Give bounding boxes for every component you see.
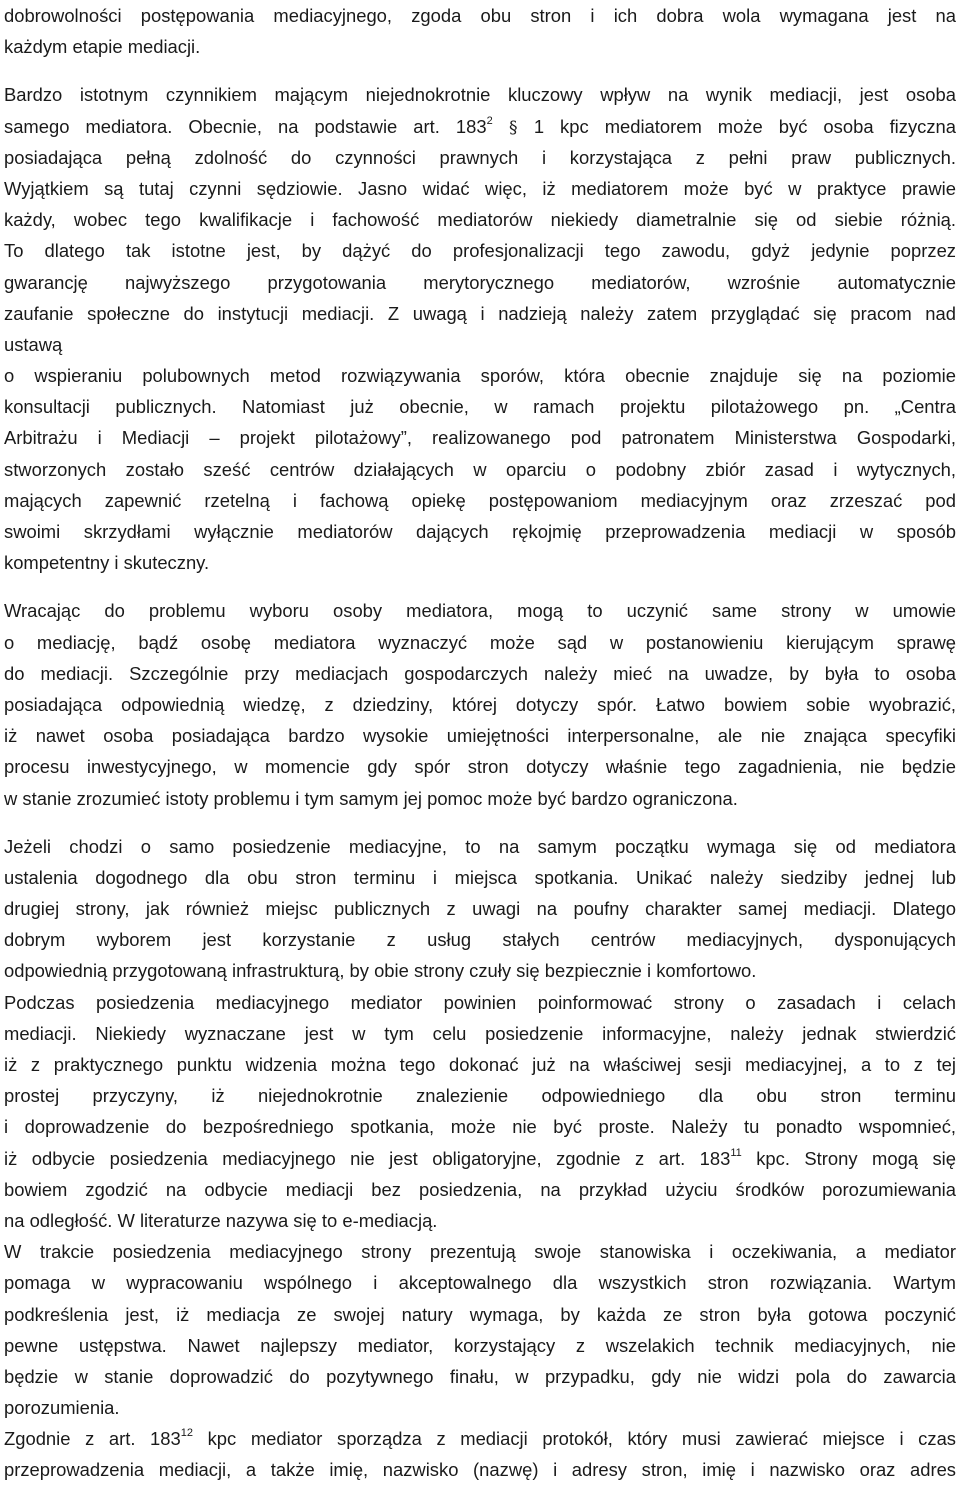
superscript-number: 11 (730, 1146, 742, 1159)
text-line: iż nawet osoba posiadająca bardzo wysokie umiejętności interpersonalne, ale nie znająca specyfiki (4, 725, 956, 747)
text-line (4, 1143, 956, 1174)
text-line: dobrym wyborem jest korzystanie z usług stałych centrów mediacyjnych, dysponujących (4, 929, 956, 951)
text-line (4, 1423, 956, 1454)
text-line: do mediacji. Szczególnie przy mediacjach gospodarczych należy mieć na uwadze, by była to osoba (4, 662, 956, 684)
text-line: posiadająca odpowiednią wiedzę, z dziedziny, której dotyczy spór. Łatwo bowiem sobie wyobrazić, (4, 693, 956, 715)
text-line: każdy, wobec tego kwalifikacje i fachowość mediatorów niekiedy diametralnie się od siebie różnią. (4, 209, 956, 231)
text-line: bowiem zgodzić na odbycie mediacji bez posiedzenia, na przykład użyciu środków porozumiewania (4, 1178, 956, 1200)
text-segment: Zgodnie z art. 183 (4, 1428, 181, 1450)
text-line: porozumienia. (4, 1397, 120, 1419)
text-line: prostej przyczyny, iż niejednokrotnie znalezienie odpowiedniego dla obu stron terminu (4, 1085, 956, 1107)
text-line: podkreślenia jest, iż mediacja ze swojej natury wymaga, by każda ze stron była gotowa poczynić (4, 1303, 956, 1325)
text-line: zaufanie społeczne do instytucji mediacji. Z uwagą i nadzieją należy zatem przyglądać się pracom nad (4, 302, 956, 324)
text-line: iż z praktycznego punktu widzenia można tego dokonać już na właściwej sesji mediacyjnej, a to z tej (4, 1054, 956, 1075)
text-line: drugiej strony, jak również miejsc publicznych z uwagi na poufny charakter samej mediacji. Dlatego (4, 898, 956, 920)
text-line: Wyjątkiem są tutaj czynni sędziowie. Jasno widać więc, iż mediatorem może być w praktyce prawie (4, 177, 956, 199)
text-line: o mediację, bądź osobę mediatora wyznaczyć może sąd w postanowieniu kierującym sprawę (4, 631, 956, 653)
text-segment: samego mediatora. Obecnie, na podstawie art. 183 (4, 115, 487, 137)
text-line: ustalenia dogodnego dla obu stron terminu i miejsca spotkania. Unikać należy siedziby jednej lub (4, 866, 956, 888)
text-line: stworzonych zostało sześć centrów działających w oparciu o podobny zbiór zasad i wytycznych, (4, 458, 956, 480)
text-segment: kpc mediator sporządza z mediacji protokół, który musi zawierać miejsce i czas (193, 1428, 956, 1450)
text-line: pomaga w wypracowaniu wspólnego i akceptowalnego dla wszystkich stron rozwiązania. Wartym (4, 1272, 956, 1294)
text-line: pewne ustępstwa. Nawet najlepszy mediator, korzystający z wszelakich technik mediacyjnych, nie (4, 1334, 956, 1356)
text-line: To dlatego tak istotne jest, by dążyć do profesjonalizacji tego zawodu, gdyż jedynie poprzez (4, 240, 956, 262)
text-line: Arbitrażu i Mediacji – projekt pilotażowy”, realizowanego pod patronatem Ministerstwa Gospodarki, (4, 427, 956, 449)
text-segment: iż odbycie posiedzenia mediacyjnego nie jest obligatoryjne, zgodnie z art. 183 (4, 1147, 731, 1169)
text-line: o wspieraniu polubownych metod rozwiązywania sporów, która obecnie znajduje się na poziomie (4, 365, 956, 387)
text-segment: 1 kpc mediatorem może być osoba fizyczna (533, 115, 956, 137)
text-line: gwarancję najwyższego przygotowania merytorycznego mediatorów, wzrośnie automatycznie (4, 271, 956, 293)
text-line: odpowiednią przygotowaną infrastrukturą, by obie strony czuły się bezpiecznie i komfortowo. (4, 960, 757, 982)
text-line: w stanie zrozumieć istoty problemu i tym samym jej pomoc może być bardzo ograniczona. (4, 787, 738, 809)
text-line: swoimi skrzydłami wyłącznie mediatorów dających rękojmię przeprowadzenia mediacji w sposób (4, 521, 956, 542)
text-line: będzie w stanie doprowadzić do pozytywnego finału, w przypadku, gdy nie widzi pola do zawarcia (4, 1365, 956, 1387)
text-line: konsultacji publicznych. Natomiast już obecnie, w ramach projektu pilotażowego pn. „Centra (4, 396, 956, 418)
document-page (4, 0, 956, 1486)
text-line: i doprowadzenie do bezpośredniego spotkania, może nie być proste. Należy tu ponadto wspomnieć, (4, 1116, 956, 1138)
text-line: dobrowolności postępowania mediacyjnego, zgoda obu stron i ich dobra wola wymagana jest na (4, 5, 956, 26)
text-line: mediacji. Niekiedy wyznaczane jest w tym celu posiedzenie informacyjne, należy jednak stwierdzić (4, 1022, 956, 1044)
text-line: W trakcie posiedzenia mediacyjnego strony prezentują swoje stanowiska i oczekiwania, a mediator (4, 1241, 956, 1263)
text-line: mających zapewnić rzetelną i fachową opiekę postępowaniom mediacyjnym oraz zrzeszać pod (4, 489, 956, 511)
text-line: na odległość. W literaturze nazywa się to e-mediacją. (4, 1209, 438, 1231)
text-line: Podczas posiedzenia mediacyjnego mediator powinien poinformować strony o zasadach i celach (4, 991, 956, 1013)
text-line: każdym etapie mediacji. (4, 36, 201, 58)
superscript-number: 12 (180, 1427, 193, 1440)
text-line: posiadająca pełną zdolność do czynności prawnych i korzystająca z pełni praw publicznych. (4, 146, 956, 168)
text-line: Wracając do problemu wyboru osoby mediatora, mogą to uczynić same strony w umowie (4, 600, 956, 622)
text-line: procesu inwestycyjnego, w momencie gdy spór stron dotyczy właśnie tego zagadnienia, nie będzie (4, 756, 956, 778)
text-line: przeprowadzenia mediacji, a także imię, nazwisko (nazwę) i adresy stron, imię i nazwisko oraz adres (4, 1459, 956, 1481)
text-line: Bardzo istotnym czynnikiem mającym niejednokrotnie kluczowy wpływ na wynik mediacji, jest osoba (4, 84, 956, 106)
text-line: kompetentny i skuteczny. (4, 552, 210, 574)
text-line: Jeżeli chodzi o samo posiedzenie mediacyjne, to na samym początku wymaga się od mediatora (4, 835, 956, 857)
text-line (4, 111, 956, 142)
text-segment: kpc. Strony mogą się (741, 1147, 956, 1169)
section-sign: § (492, 117, 534, 138)
superscript-number: 2 (486, 114, 493, 127)
text-line: ustawą (4, 333, 63, 355)
